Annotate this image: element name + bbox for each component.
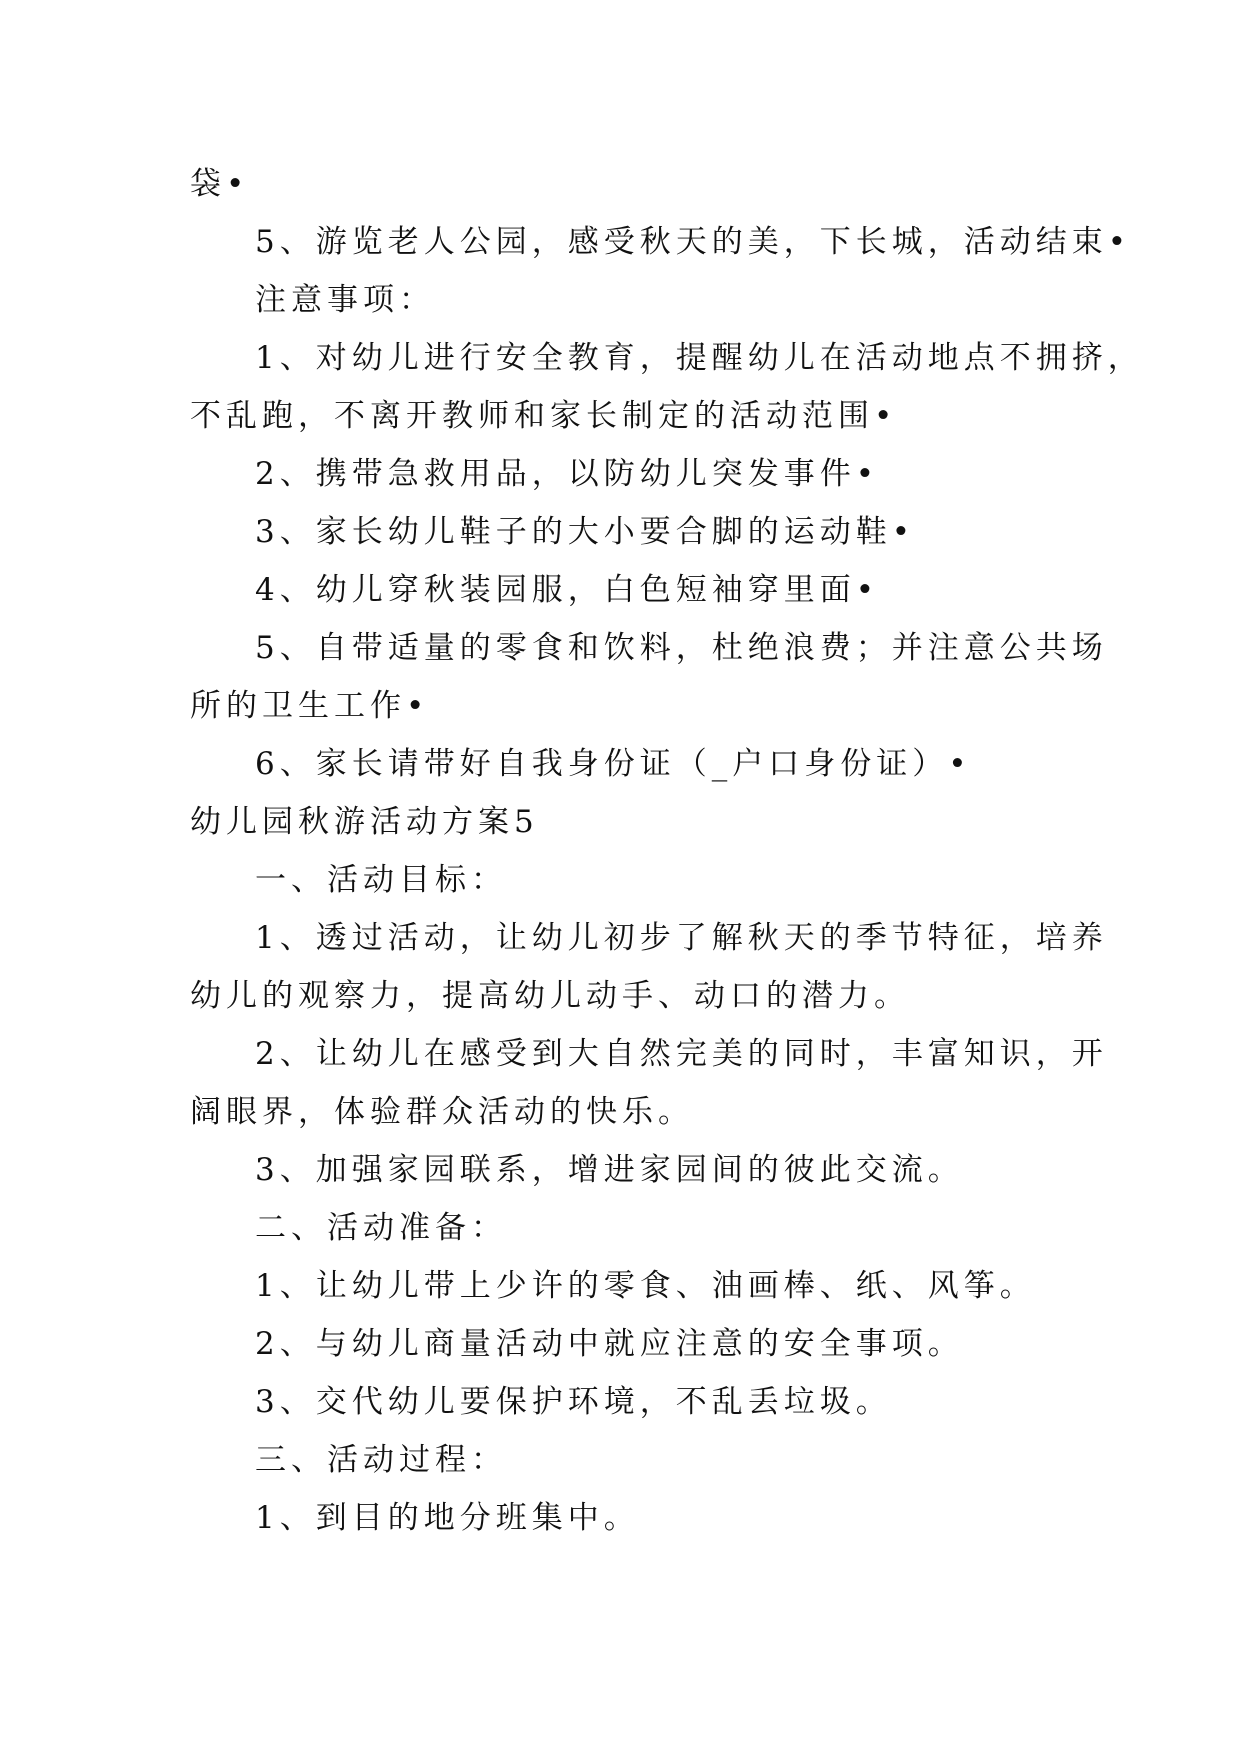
text-line: 5、自带适量的零食和饮料，杜绝浪费；并注意公共场 [255,630,1108,666]
text-line: 3、家长幼儿鞋子的大小要合脚的运动鞋• [255,514,916,550]
text-line: 1、到目的地分班集中。 [255,1500,640,1536]
text-line: 2、携带急救用品，以防幼儿突发事件• [255,456,880,492]
text-line: 不乱跑，不离开教师和家长制定的活动范围• [190,398,898,434]
text-line: 3、交代幼儿要保护环境，不乱丢垃圾。 [255,1384,892,1420]
text-line: 5、游览老人公园，感受秋天的美，下长城，活动结束• [255,224,1132,260]
text-line: 二、活动准备： [255,1210,507,1246]
text-line: 1、对幼儿进行安全教育，提醒幼儿在活动地点不拥挤， [255,340,1144,376]
section-heading: 幼儿园秋游活动方案5 [190,804,539,840]
text-line: 注意事项： [255,282,435,318]
text-line: 所的卫生工作• [190,688,430,724]
text-line: 2、让幼儿在感受到大自然完美的同时，丰富知识，开 [255,1036,1108,1072]
text-line: 一、活动目标： [255,862,507,898]
text-line: 阔眼界，体验群众活动的快乐。 [190,1094,694,1130]
text-line: 1、让幼儿带上少许的零食、油画棒、纸、风筝。 [255,1268,1036,1304]
text-line: 幼儿的观察力，提高幼儿动手、动口的潜力。 [190,978,910,1014]
text-line: 三、活动过程： [255,1442,507,1478]
text-line: 6、家长请带好自我身份证（_户口身份证）• [255,746,972,782]
text-line: 2、与幼儿商量活动中就应注意的安全事项。 [255,1326,964,1362]
text-line: 1、透过活动，让幼儿初步了解秋天的季节特征，培养 [255,920,1108,956]
text-line: 袋• [190,166,250,202]
text-line: 3、加强家园联系，增进家园间的彼此交流。 [255,1152,964,1188]
text-line: 4、幼儿穿秋装园服，白色短袖穿里面• [255,572,880,608]
